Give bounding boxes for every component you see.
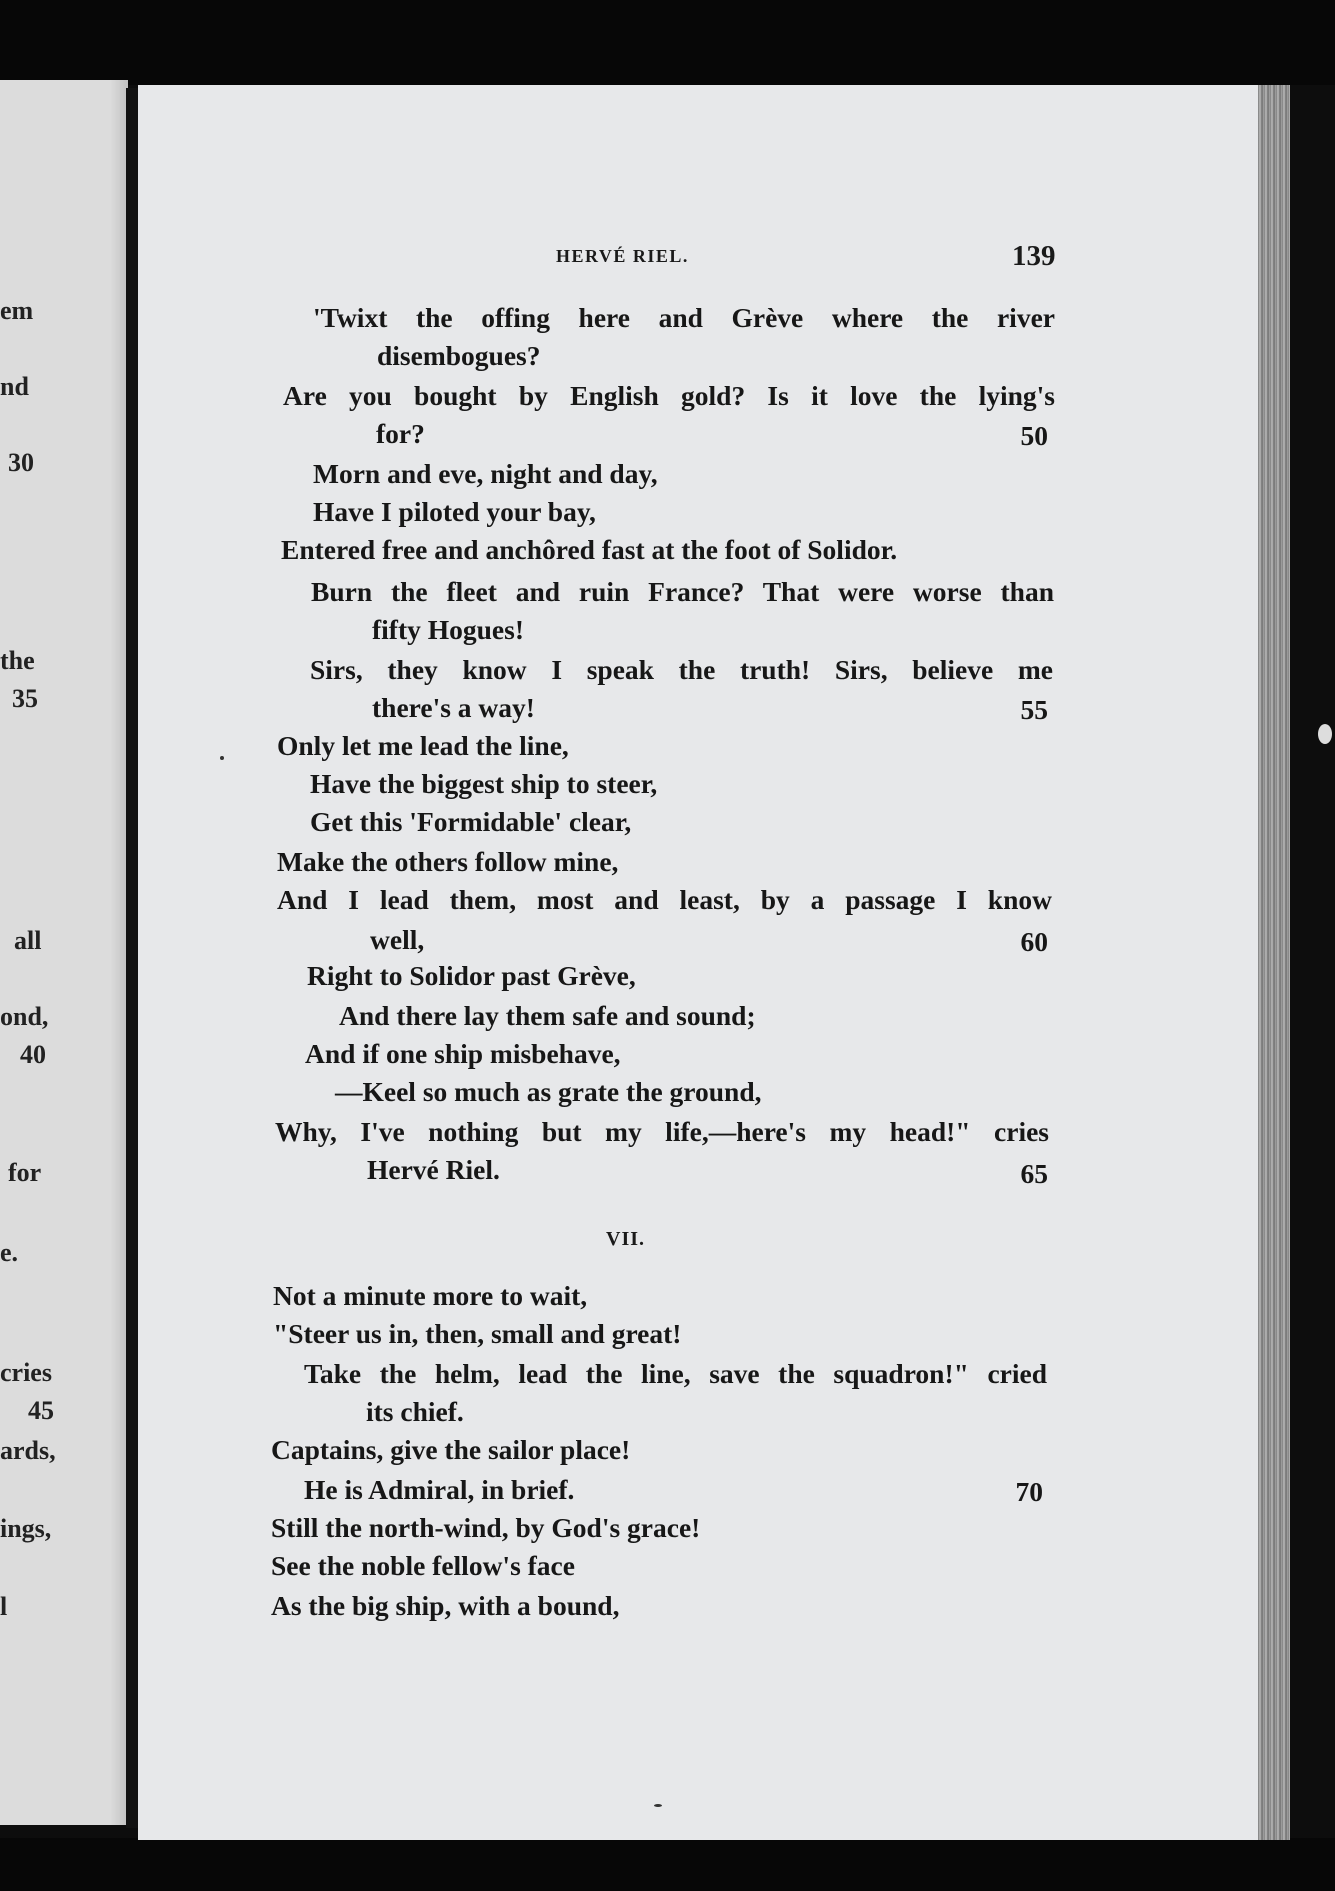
left-fragment: all	[14, 926, 42, 955]
poem-line: And I lead them, most and least, by a passage I know	[277, 884, 1052, 915]
poem-line: "Steer us in, then, small and great!	[273, 1318, 682, 1349]
poem-line: As the big ship, with a bound,	[271, 1590, 620, 1621]
left-fragment: ards,	[0, 1436, 56, 1465]
poem-line: for?	[376, 418, 425, 449]
left-fragment: l	[0, 1592, 8, 1621]
left-fragment: nd	[0, 372, 29, 401]
left-fragment: 45	[28, 1396, 54, 1425]
left-fragment: for	[8, 1158, 42, 1187]
poem-line: Morn and eve, night and day,	[313, 458, 658, 489]
poem-line: Right to Solidor past Grève,	[307, 960, 636, 991]
left-fragment: 35	[12, 684, 38, 713]
left-fragment: 30	[8, 448, 34, 477]
poem-line: Only let me lead the line,	[277, 730, 569, 761]
line-number: 70	[1015, 1476, 1043, 1507]
poem-line: And if one ship misbehave,	[305, 1038, 621, 1069]
poem-line: See the noble fellow's face	[271, 1550, 575, 1581]
poem-line: Take the helm, lead the line, save the squadron!" cried	[304, 1358, 1047, 1389]
left-fragment: e.	[0, 1238, 19, 1267]
left-fragment: ond,	[0, 1002, 49, 1031]
poem-line: its chief.	[366, 1396, 464, 1427]
poem-line: Get this 'Formidable' clear,	[310, 806, 632, 837]
poem-line: Burn the fleet and ruin France? That were worse than	[311, 576, 1054, 607]
poem-line: —Keel so much as grate the ground,	[335, 1076, 762, 1107]
poem-line: Hervé Riel.	[367, 1154, 500, 1185]
poem-line: disembogues?	[377, 340, 541, 371]
line-number: 60	[1020, 926, 1048, 957]
poem-line: Still the north-wind, by God's grace!	[271, 1512, 701, 1543]
section-heading: VII.	[606, 1228, 646, 1250]
poem-line: Why, I've nothing but my life,—here's my head!" cries	[275, 1116, 1049, 1147]
poem-line: Make the others follow mine,	[277, 846, 619, 877]
running-header: HERVÉ RIEL.	[556, 246, 689, 266]
scan-speck	[1318, 724, 1332, 744]
left-fragment: cries	[0, 1358, 52, 1387]
poem-line: Are you bought by English gold? Is it love the lying's	[283, 380, 1055, 411]
left-fragment: the	[0, 646, 35, 675]
scan-border-bottom	[0, 1838, 1335, 1891]
poem-line: Sirs, they know I speak the truth! Sirs, believe me	[310, 654, 1053, 685]
poem-line: Have the biggest ship to steer,	[310, 768, 658, 799]
poem-line: fifty Hogues!	[372, 614, 524, 645]
scan-border-top	[0, 0, 1335, 85]
left-fragment: 40	[20, 1040, 46, 1069]
poem-line: well,	[370, 924, 425, 955]
line-number: 55	[1020, 694, 1048, 725]
line-number: 50	[1020, 420, 1048, 451]
scan-speck	[654, 1804, 662, 1807]
left-fragment: em	[0, 296, 34, 325]
poem-line: Not a minute more to wait,	[273, 1280, 588, 1311]
poem-line: Entered free and anchôred fast at the foot of Solidor.	[281, 534, 898, 565]
poem-line: Have I piloted your bay,	[313, 496, 596, 527]
poem-line: there's a way!	[372, 692, 535, 723]
poem-line: And there lay them safe and sound;	[339, 1000, 756, 1031]
poem-line: He is Admiral, in brief.	[304, 1474, 575, 1505]
line-number: 65	[1020, 1158, 1048, 1189]
scan-speck	[220, 756, 224, 760]
poem-line: Captains, give the sailor place!	[271, 1434, 631, 1465]
left-fragment: ings,	[0, 1514, 52, 1543]
page-edge-stack	[1258, 85, 1290, 1840]
page-number: 139	[1012, 240, 1056, 272]
poem-line: 'Twixt the offing here and Grève where the river	[313, 302, 1055, 333]
